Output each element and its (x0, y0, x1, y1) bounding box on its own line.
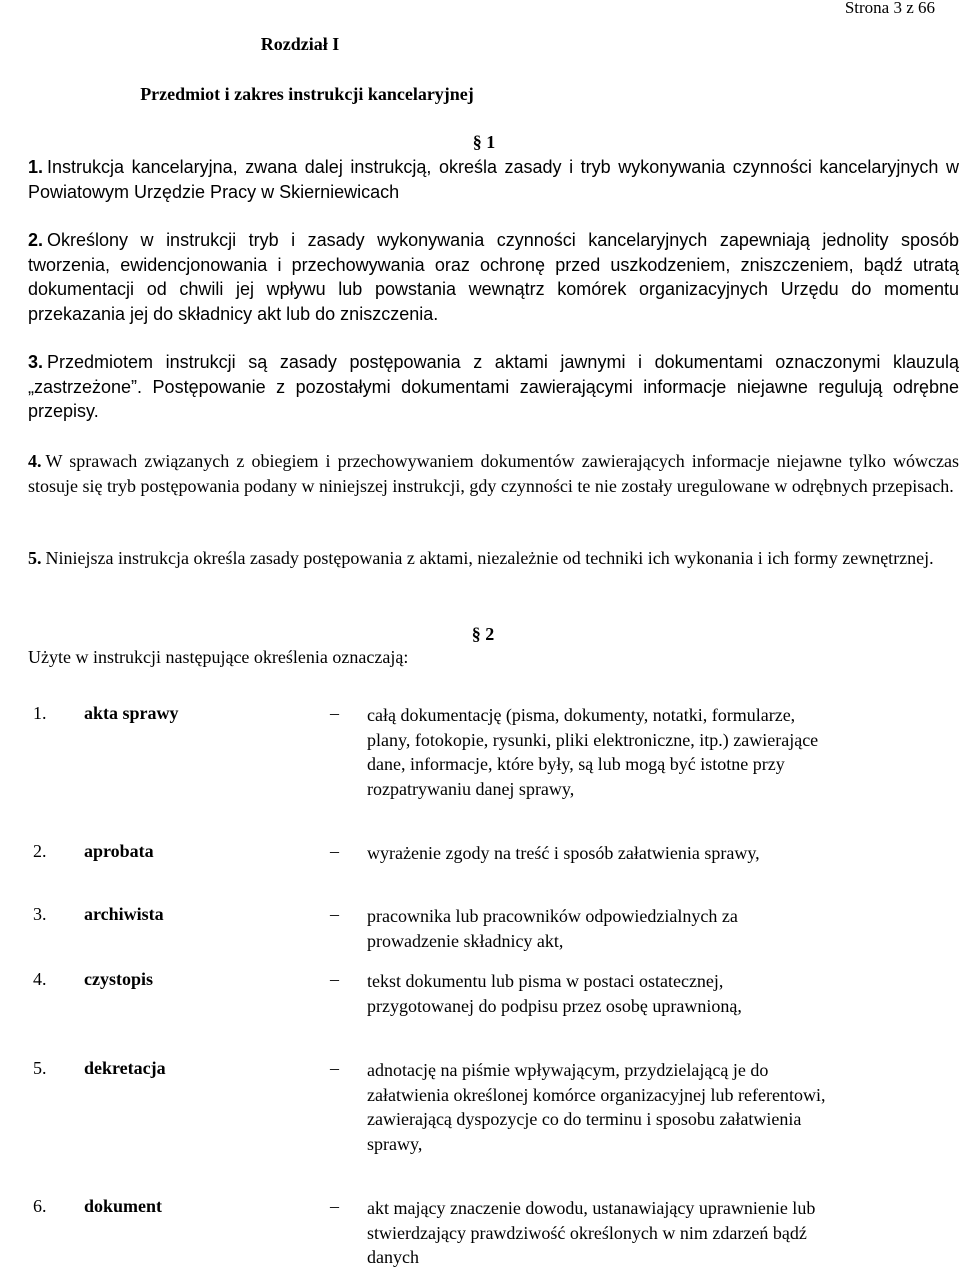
definition-number: 5. (33, 1058, 47, 1078)
paragraph-5 (28, 546, 959, 571)
chapter-heading: Rozdział I (260, 34, 340, 54)
definition-text: całą dokumentację (pisma, dokumenty, notatki, formularze, plany, fotokopie, rysunki, pliki elektroniczne, itp.) zawierające dane, informacje, które były, są lub mogą być istotne przy rozpatrywaniu danej sprawy, (367, 705, 819, 799)
paragraph-3 (28, 350, 959, 424)
definition-term: dokument (84, 1196, 163, 1216)
paragraph-text: W sprawach związanych z obiegiem i przechowywaniem dokumentów zawierających informacje niejawne tylko wówczas stosuje się tryb postępowania podany w niniejszej instrukcji, gdy czynności te nie zostały uregulowane w odrębnych przepisach. (28, 451, 959, 496)
definitions-intro: Użyte w instrukcji następujące określenia oznaczają: (28, 647, 409, 667)
definition-number: 6. (33, 1196, 47, 1216)
definition-number: 3. (33, 904, 47, 924)
definition-dash: – (330, 904, 339, 924)
section-1-marker: § 1 (472, 132, 496, 152)
page-number: Strona 3 z 66 (844, 0, 935, 17)
paragraph-text: Niniejsza instrukcja określa zasady postępowania z aktami, niezależnie od techniki ich wykonania i ich formy zewnętrznej. (45, 548, 934, 568)
definition-text: pracownika lub pracowników odpowiedzialnych za prowadzenie składnicy akt, (367, 906, 738, 951)
paragraph-4 (28, 449, 959, 498)
paragraph-number: 3. (28, 352, 44, 372)
paragraph-2 (28, 228, 959, 326)
definition-dash: – (330, 841, 339, 861)
definition-dash: – (330, 1196, 339, 1216)
definition-term: dekretacja (84, 1058, 166, 1078)
definition-term: archiwista (84, 904, 164, 924)
definition-dash: – (330, 703, 339, 723)
definition-dash: – (330, 1058, 339, 1078)
definition-term: czystopis (84, 969, 153, 989)
definition-text: wyrażenie zgody na treść i sposób załatwienia sprawy, (367, 843, 760, 863)
paragraph-number: 5. (28, 548, 42, 568)
definition-text: akt mający znaczenie dowodu, ustanawiający uprawnienie lub stwierdzający prawdziwość określonych w nim zdarzeń bądź danych (367, 1198, 816, 1268)
paragraph-text: Instrukcja kancelaryjna, zwana dalej instrukcją, określa zasady i tryb wykonywania czynności kancelaryjnych w Powiatowym Urzędzie Pracy w Skierniewicach (28, 157, 959, 202)
definition-term: aprobata (84, 841, 154, 861)
definition-number: 4. (33, 969, 47, 989)
definition-text: adnotację na piśmie wpływającym, przydzielającą je do załatwienia określonej komórce organizacyjnej lub referentowi, zawierającą dyspozycje co do terminu i sposobu załatwienia sprawy, (367, 1060, 826, 1154)
paragraph-number: 1. (28, 157, 44, 177)
paragraph-number: 4. (28, 451, 42, 471)
definition-number: 2. (33, 841, 47, 861)
chapter-subtitle: Przedmiot i zakres instrukcji kancelaryjnej (140, 84, 474, 104)
definition-text: tekst dokumentu lub pisma w postaci ostatecznej, przygotowanej do podpisu przez osobę uprawnioną, (367, 971, 742, 1016)
paragraph-text: Przedmiotem instrukcji są zasady postępowania z aktami jawnymi i dokumentami oznaczonymi klauzulą „zastrzeżone”. Postępowanie z pozostałymi dokumentami zawierającymi informacje niejawne regulują odrębne przepisy. (28, 352, 959, 422)
section-2-marker: § 2 (471, 624, 495, 644)
paragraph-number: 2. (28, 230, 44, 250)
paragraph-text: Określony w instrukcji tryb i zasady wykonywania czynności kancelaryjnych zapewniają jednolity sposób tworzenia, ewidencjonowania i przechowywania oraz ochronę przed uszkodzeniem, zniszczeniem, bądź utratą dokumentacji od chwili jej wpływu lub powstania wewnątrz komórek organizacyjnych Urzędu do momentu przekazania jej do składnicy akt lub do zniszczenia. (28, 230, 959, 324)
definition-number: 1. (33, 703, 47, 723)
paragraph-1 (28, 155, 959, 204)
definition-dash: – (330, 969, 339, 989)
definition-term: akta sprawy (84, 703, 179, 723)
